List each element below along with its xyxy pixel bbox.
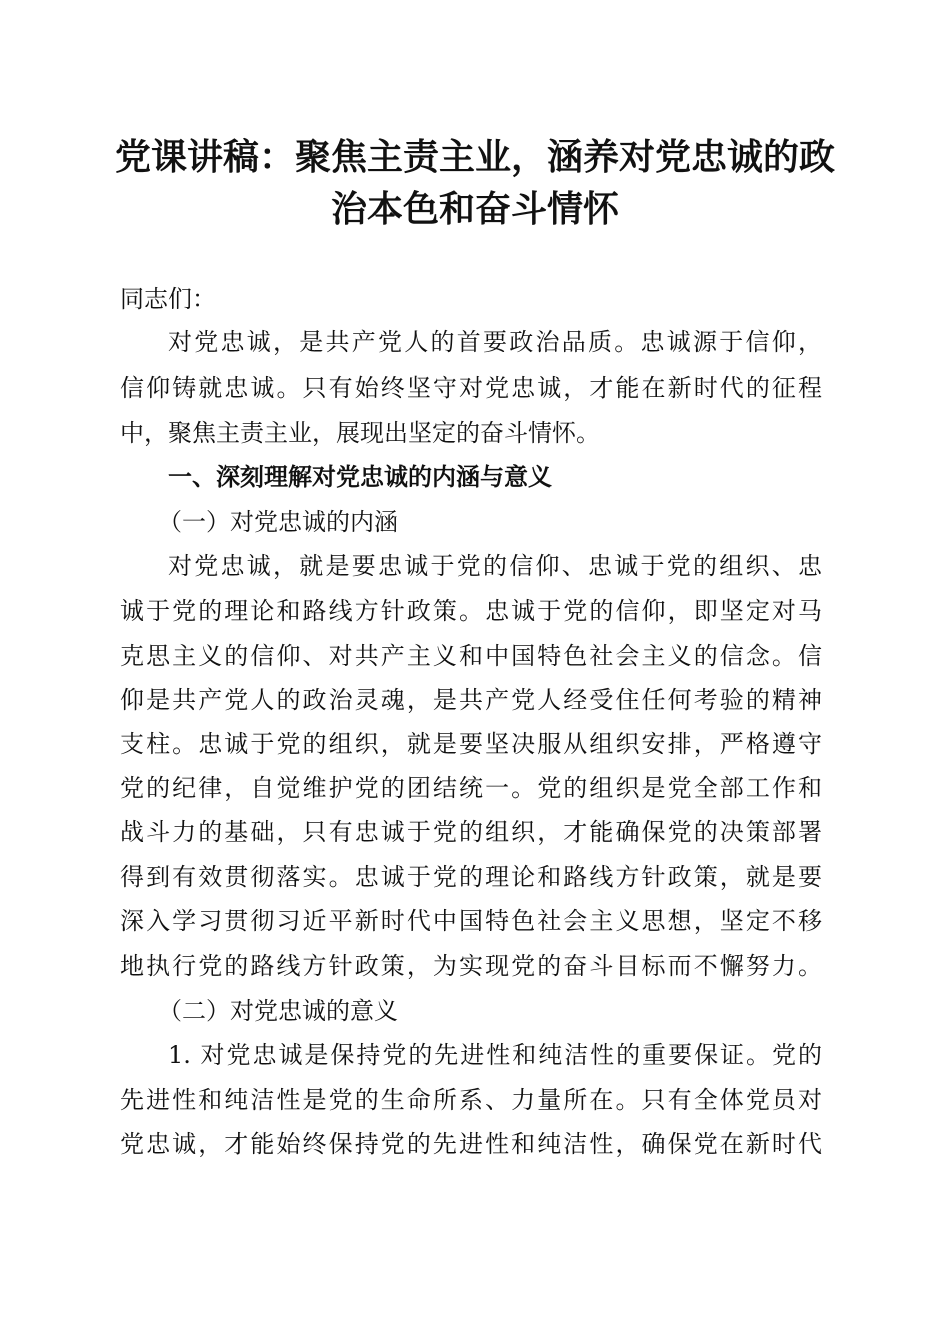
body-line: 得到有效贯彻落实。忠诚于党的理论和路线方针政策，就是要: [120, 863, 822, 891]
subsection-heading-1: （一）对党忠诚的内涵: [158, 508, 398, 536]
body-line: 先进性和纯洁性是党的生命所系、力量所在。只有全体党员对: [120, 1086, 822, 1114]
intro-line: 中，聚焦主责主业，展现出坚定的奋斗情怀。: [120, 419, 600, 447]
section-heading-1: 一、深刻理解对党忠诚的内涵与意义: [168, 463, 552, 491]
body-line: 克思主义的信仰、对共产主义和中国特色社会主义的信念。信: [120, 642, 822, 670]
body-line: 1. 对党忠诚是保持党的先进性和纯洁性的重要保证。党的: [168, 1041, 822, 1069]
body-line: 对党忠诚，就是要忠诚于党的信仰、忠诚于党的组织、忠: [168, 552, 822, 580]
document-title: [100, 132, 850, 236]
title-line-1: 党课讲稿：聚焦主责主业，涵养对党忠诚的政: [114, 137, 835, 178]
body-line: 党的纪律，自觉维护党的团结统一。党的组织是党全部工作和: [120, 774, 822, 802]
body-line: 地执行党的路线方针政策，为实现党的奋斗目标而不懈努力。: [120, 952, 822, 980]
intro-line: 对党忠诚，是共产党人的首要政治品质。忠诚源于信仰，: [168, 328, 822, 356]
body-line: 深入学习贯彻习近平新时代中国特色社会主义思想，坚定不移: [120, 907, 822, 935]
intro-line: 信仰铸就忠诚。只有始终坚守对党忠诚，才能在新时代的征程: [120, 374, 822, 402]
body-line: 诚于党的理论和路线方针政策。忠诚于党的信仰，即坚定对马: [120, 597, 822, 625]
subsection-heading-2: （二）对党忠诚的意义: [158, 997, 398, 1025]
body-line: 战斗力的基础，只有忠诚于党的组织，才能确保党的决策部署: [120, 818, 822, 846]
title-line-2: 治本色和奋斗情怀: [330, 189, 619, 230]
body-line: 支柱。忠诚于党的组织，就是要坚决服从组织安排，严格遵守: [120, 730, 822, 758]
salutation: 同志们：: [120, 285, 216, 313]
body-line: 仰是共产党人的政治灵魂，是共产党人经受住任何考验的精神: [120, 686, 822, 714]
body-line: 党忠诚，才能始终保持党的先进性和纯洁性，确保党在新时代: [120, 1130, 822, 1158]
